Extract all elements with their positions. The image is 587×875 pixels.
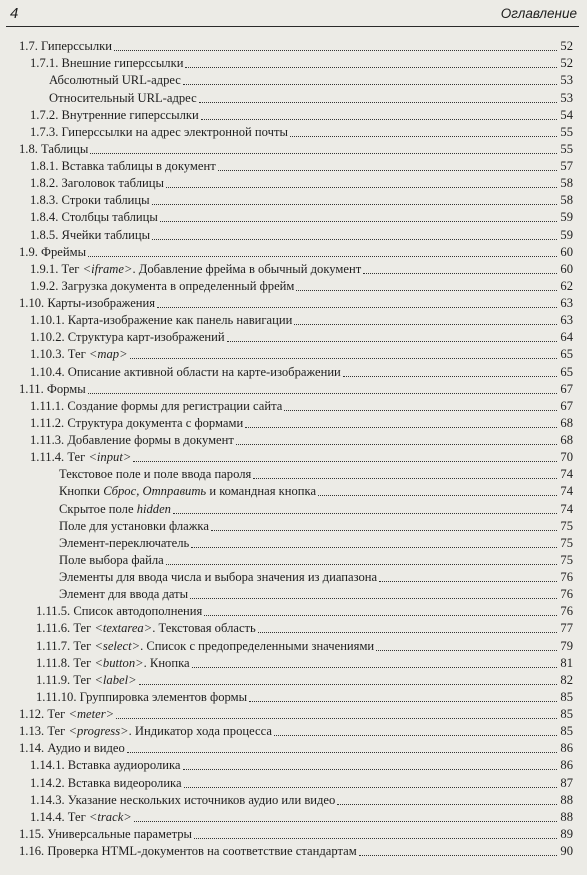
toc-entry-page: 67: [560, 381, 573, 396]
toc-entry-title: 1.8.5. Ячейки таблицы: [30, 227, 151, 242]
toc-entry-tag: <meter>: [68, 707, 115, 721]
dot-leader: [166, 563, 557, 565]
toc-entry-title: 1.11.9. Тег <label>: [36, 672, 137, 687]
dot-leader: [192, 666, 557, 668]
toc-entry-page: 76: [560, 604, 573, 619]
toc-entry: [0, 415, 587, 432]
toc-entry: [0, 381, 587, 398]
toc-entry: [0, 261, 587, 278]
dot-leader: [359, 854, 557, 856]
toc-entry-title: 1.11. Формы: [19, 381, 86, 396]
toc-entry: [0, 500, 587, 517]
toc-entry-page: 74: [560, 467, 573, 482]
toc-entry-tag: <button>: [94, 655, 144, 670]
toc-entry: [0, 757, 587, 774]
toc-entry-title: 1.10. Карты-изображения: [19, 296, 156, 310]
toc-entry-page: 86: [560, 758, 573, 773]
toc-entry: [0, 449, 587, 466]
toc-entry-title: 1.11.6. Тег <textarea>. Текстовая область: [36, 621, 256, 636]
dot-leader: [284, 409, 557, 411]
dot-leader: [290, 135, 557, 137]
page-number: 4: [10, 5, 19, 22]
toc-entry-title: Относительный URL-адрес: [49, 90, 197, 105]
dot-leader: [294, 323, 557, 325]
toc-entry-title: 1.11.5. Список автодополнения: [36, 604, 203, 619]
toc-entry: [0, 329, 587, 346]
dot-leader: [127, 751, 557, 753]
dot-leader: [376, 649, 557, 651]
toc-entry-title: 1.10.3. Тег <map>: [30, 347, 128, 362]
toc-entry-page: 75: [560, 535, 573, 550]
toc-entry-tag: Сброс, Отправить: [103, 484, 207, 499]
toc-entry-title: 1.11.1. Создание формы для регистрации сайта: [30, 398, 283, 413]
toc-entry: [0, 603, 587, 620]
toc-entry-page: 59: [560, 210, 573, 225]
toc-entry: [0, 483, 587, 500]
toc-entry-tag: <track>: [88, 809, 132, 824]
toc-entry-tag: hidden: [136, 501, 171, 516]
dot-leader: [245, 426, 557, 428]
toc-entry-tag: <map>: [88, 347, 128, 362]
toc-entry-page: 65: [560, 364, 573, 379]
toc-entry: [0, 826, 587, 843]
dot-leader: [184, 786, 557, 788]
toc-entry-page: 85: [560, 724, 573, 739]
toc-entry-title: Кнопки Сброс, Отправить и командная кнопка: [59, 484, 317, 499]
toc-entry-page: 58: [560, 176, 573, 191]
toc-entry-page: 79: [560, 638, 573, 653]
toc-entry-page: 68: [560, 433, 573, 447]
toc-entry: [0, 38, 587, 55]
dot-leader: [194, 837, 557, 839]
dot-leader: [296, 289, 557, 291]
toc-entry-page: 65: [560, 347, 573, 362]
toc-entry-page: 88: [560, 792, 573, 807]
toc-entry-title: Текстовое поле и поле ввода пароля: [59, 467, 252, 482]
toc-entry-title: 1.7. Гиперссылки: [19, 39, 112, 54]
dot-leader: [249, 700, 557, 702]
toc-entry-page: 63: [560, 313, 573, 328]
toc-entry: [0, 398, 587, 415]
dot-leader: [199, 101, 557, 103]
toc-entry-tag: <progress>: [68, 724, 129, 739]
dot-leader: [185, 66, 557, 68]
dot-leader: [253, 477, 557, 479]
toc-entry-page: 81: [560, 655, 573, 670]
toc-entry: [0, 89, 587, 106]
toc-entry: [0, 312, 587, 329]
dot-leader: [152, 203, 557, 205]
toc-entry-title: 1.7.3. Гиперссылки на адрес электронной почты: [30, 124, 288, 139]
toc-entry-title: 1.16. Проверка HTML-документов на соответствие стандартам: [19, 844, 357, 858]
toc-entry-title: Абсолютный URL-адрес: [49, 73, 181, 88]
toc-entry-title: 1.14.3. Указание нескольких источников аудио или видео: [30, 792, 336, 807]
toc-entry-title: 1.7.1. Внешние гиперссылки: [30, 56, 184, 71]
toc-entry-page: 75: [560, 552, 573, 567]
toc-entry-tag: <label>: [94, 672, 137, 687]
toc-entry: [0, 586, 587, 603]
toc-entry: [0, 466, 587, 483]
toc-entry-page: 67: [560, 398, 573, 413]
dot-leader: [88, 255, 557, 257]
dot-leader: [116, 717, 557, 719]
dot-leader: [218, 169, 557, 171]
toc-entry-title: 1.14.1. Вставка аудиоролика: [30, 758, 181, 773]
toc-entry-title: 1.11.7. Тег <select>. Список с предопределенными значениями: [36, 638, 375, 653]
toc-entry-title: 1.10.1. Карта-изображение как панель навигации: [30, 313, 293, 328]
toc-entry-title: 1.8.4. Столбцы таблицы: [30, 210, 158, 225]
toc-entry: [0, 158, 587, 175]
toc-entry: [0, 244, 587, 261]
toc-entry: [0, 774, 587, 791]
toc-entry-page: 60: [560, 244, 573, 259]
toc-entry-page: 58: [560, 193, 573, 208]
toc-entry-title: Скрытое поле hidden: [59, 501, 171, 516]
toc-entry: [0, 569, 587, 586]
toc-entry-title: Элемент для ввода даты: [59, 587, 189, 602]
toc-entry-page: 88: [560, 809, 573, 824]
toc-entry-page: 62: [560, 278, 573, 293]
toc-entry: [0, 226, 587, 243]
toc-entry: [0, 175, 587, 192]
toc-entry-title: 1.7.2. Внутренние гиперссылки: [30, 107, 199, 122]
toc-entry-page: 63: [560, 296, 573, 310]
toc-entry: [0, 723, 587, 740]
toc-entry: [0, 124, 587, 141]
toc-entry: [0, 843, 587, 860]
toc-entry: [0, 192, 587, 209]
toc-entry-page: 90: [560, 844, 573, 858]
dot-leader: [134, 820, 557, 822]
toc-entry-page: 86: [560, 741, 573, 756]
toc-entry: [0, 535, 587, 552]
toc-entry: [0, 518, 587, 535]
dot-leader: [204, 614, 557, 616]
toc-entry: [0, 655, 587, 672]
dot-leader: [274, 734, 557, 736]
toc-entry: [0, 689, 587, 706]
dot-leader: [139, 683, 557, 685]
dot-leader: [190, 597, 557, 599]
dot-leader: [114, 49, 557, 51]
toc-entry: [0, 809, 587, 826]
toc-entry-page: 57: [560, 159, 573, 173]
dot-leader: [211, 529, 557, 531]
dot-leader: [337, 803, 557, 805]
dot-leader: [191, 546, 557, 548]
toc-entry-page: 74: [560, 501, 573, 516]
dot-leader: [201, 118, 557, 120]
toc-entry-page: 64: [560, 330, 573, 345]
toc-entry-page: 76: [560, 587, 573, 602]
dot-leader: [166, 186, 557, 188]
toc-entry-page: 77: [560, 621, 573, 636]
toc-entry: [0, 363, 587, 380]
toc-entry-title: 1.9. Фреймы: [19, 244, 87, 259]
toc-entry: [0, 620, 587, 637]
toc-entry-title: 1.14. Аудио и видео: [19, 741, 125, 756]
toc-entry: [0, 672, 587, 689]
toc-entry-title: 1.9.1. Тег <iframe>. Добавление фрейма в обычный документ: [30, 261, 362, 276]
toc-entry-page: 54: [560, 107, 573, 122]
dot-leader: [363, 272, 557, 274]
toc-entry-page: 74: [560, 484, 573, 499]
dot-leader: [379, 580, 557, 582]
dot-leader: [130, 357, 557, 359]
dot-leader: [258, 631, 557, 633]
toc-entry-page: 85: [560, 689, 573, 704]
toc-entry-page: 60: [560, 261, 573, 276]
toc-entry: [0, 107, 587, 124]
toc-entry-title: Поле для установки флажка: [59, 518, 209, 533]
dot-leader: [183, 768, 558, 770]
toc-entry: [0, 706, 587, 723]
toc-entry-tag: <textarea>: [94, 621, 153, 636]
toc-entry-title: 1.9.2. Загрузка документа в определенный фрейм: [30, 278, 295, 293]
toc-entry-title: 1.11.3. Добавление формы в документ: [30, 433, 234, 447]
toc-entry-page: 87: [560, 775, 573, 790]
toc-entry: [0, 55, 587, 72]
toc-entry-title: 1.14.2. Вставка видеоролика: [30, 775, 182, 790]
toc-entry: [0, 141, 587, 158]
toc-entry-title: 1.11.10. Группировка элементов формы: [36, 689, 248, 704]
toc-entry: [0, 72, 587, 89]
toc-entry-tag: <input>: [88, 450, 132, 465]
running-header-title: Оглавление: [500, 6, 577, 21]
toc-entry-title: 1.8. Таблицы: [19, 141, 89, 156]
toc-entry-tag: <select>: [94, 638, 141, 653]
toc-entry-page: 75: [560, 518, 573, 533]
toc-entry-title: 1.8.3. Строки таблицы: [30, 193, 150, 208]
toc-entry: [0, 740, 587, 757]
toc-entry: [0, 637, 587, 654]
dot-leader: [183, 83, 557, 85]
toc-entry-page: 52: [560, 56, 573, 71]
toc-entry-page: 70: [560, 450, 573, 465]
dot-leader: [227, 340, 557, 342]
running-header: [6, 4, 579, 27]
toc-entry-page: 53: [560, 90, 573, 105]
toc-entry-title: 1.11.4. Тег <input>: [30, 450, 132, 465]
toc-entry-page: 76: [560, 570, 573, 584]
toc-entry-title: 1.11.8. Тег <button>. Кнопка: [36, 655, 190, 670]
toc-entry-title: 1.13. Тег <progress>. Индикатор хода процесса: [19, 724, 272, 739]
toc-entry: [0, 209, 587, 226]
dot-leader: [160, 220, 557, 222]
toc-entry-title: 1.10.4. Описание активной области на карте-изображении: [30, 364, 341, 379]
toc-entry: [0, 552, 587, 569]
toc-entry-title: 1.15. Универсальные параметры: [19, 826, 192, 841]
toc-entry-page: 59: [560, 227, 573, 242]
toc-entry-title: 1.8.2. Заголовок таблицы: [30, 176, 164, 191]
toc-entry-title: 1.8.1. Вставка таблицы в документ: [30, 159, 216, 173]
toc-entry-title: 1.12. Тег <meter>: [19, 707, 115, 721]
toc-entry-page: 89: [560, 826, 573, 841]
toc-entry-tag: <iframe>: [82, 261, 133, 276]
dot-leader: [88, 392, 557, 394]
toc-entry-title: Поле выбора файла: [59, 552, 164, 567]
dot-leader: [343, 375, 557, 377]
dot-leader: [152, 238, 557, 240]
toc-entry-title: 1.14.4. Тег <track>: [30, 809, 132, 824]
toc-entry-title: Элемент-переключатель: [59, 535, 190, 550]
toc-entry: [0, 346, 587, 363]
toc-entry-page: 55: [560, 124, 573, 139]
dot-leader: [90, 152, 557, 154]
toc-entry: [0, 295, 587, 312]
toc-entry-title: Элементы для ввода числа и выбора значения из диапазона: [59, 570, 378, 584]
toc-entry-page: 68: [560, 415, 573, 430]
toc-entry: [0, 432, 587, 449]
toc-entry-page: 85: [560, 707, 573, 721]
toc-entry: [0, 278, 587, 295]
dot-leader: [133, 460, 557, 462]
toc-entry-page: 53: [560, 73, 573, 88]
toc-entry-title: 1.11.2. Структура документа с формами: [30, 415, 244, 430]
dot-leader: [157, 306, 557, 308]
dot-leader: [318, 494, 557, 496]
toc-entry: [0, 792, 587, 809]
toc-entry-page: 55: [560, 141, 573, 156]
toc-entry-page: 52: [560, 39, 573, 54]
dot-leader: [173, 512, 557, 514]
dot-leader: [236, 443, 557, 445]
toc-entry-page: 82: [560, 672, 573, 687]
table-of-contents: [0, 38, 587, 860]
toc-entry-title: 1.10.2. Структура карт-изображений: [30, 330, 225, 345]
